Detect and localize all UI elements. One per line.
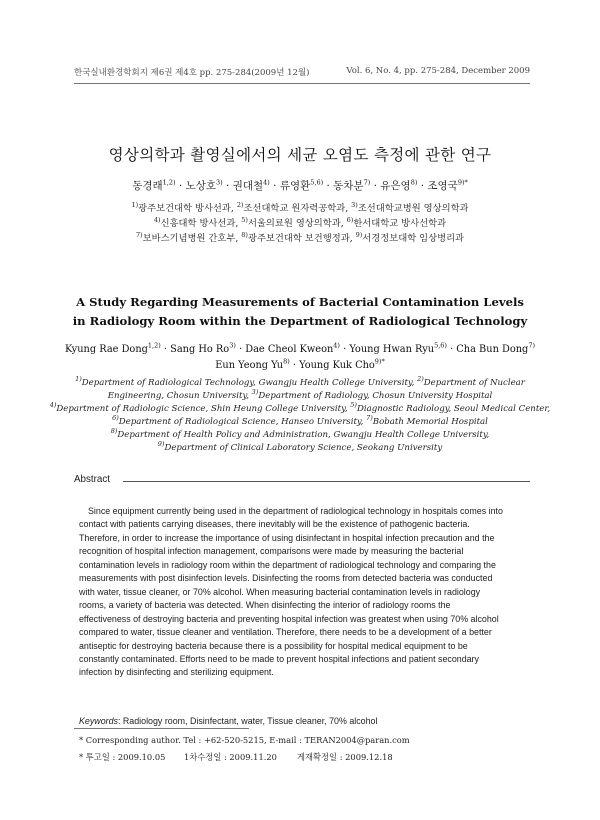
footnote-corresponding: * Corresponding author. Tel : +62-520-5215, E-mail : TERAN2004@paran.com (79, 735, 410, 745)
abstract-line: contact with patients carrying diseases, there inevitably will be the existence of pathogenic bacteria. (79, 519, 470, 530)
english-author: Young Hwan Ryu$^{5,6)}$ (349, 341, 447, 355)
english-author: Eun Yeong Yu$^{8)}$ (215, 357, 290, 371)
received-date: * 투고일 : 2009.10.05 (79, 752, 166, 762)
abstract-line: effectiveness of destroying bacteria and preventing hospital infection was greatest when using 70% alcohol (79, 613, 499, 624)
abstract-line: rooms, a variety of bacteria was detected. When disinfecting the interior of radiology rooms the (79, 600, 451, 611)
english-authors-line: Kyung Rae Dong$^{1,2)}$ · Sang Ho $Ro^{3)}$ · Dae Cheol Kweon$^{4)}$ · Young Hwan Ryu$^{5,6)}$ · Cha Bun Dong$^{7)}$ (64, 341, 535, 355)
english-affiliation-line: $^{6)}$Department of Radiological Science, Hanseo University, $^{7)}$Bobath Memorial Hospital (112, 414, 488, 427)
header-journal-english: Vol. 6, No. 4, pp. 275-284, December 2009 (346, 66, 530, 76)
abstract-heading: Abstract (74, 474, 110, 485)
english-affiliation-line: $^{4)}$Department of Radiologic Science, Shin Heung College University, $^{5)}$Diagnostic Radiology, Seoul Medical Center, (49, 401, 551, 414)
keywords (79, 716, 377, 726)
english-title-line: in Radiology Room within the Department of Radiological Technology (72, 314, 528, 328)
keywords-label: Keywords (79, 716, 118, 726)
english-author: Dae Cheol Kweon$^{4)}$ (245, 341, 340, 355)
abstract-line: Therefore, in order to increase the importance of using disinfectant in hospital infection precaution and the (79, 532, 495, 543)
korean-author: 조영국$^{9)*}$ (427, 178, 468, 192)
abstract-rule (123, 481, 530, 482)
korean-affiliation-line: $^{1)}$광주보건대학 방사선과, $^{2)}$조선대학교 원자력공학과, $^{3)}$조선대학교병원 영상의학과 (131, 200, 469, 214)
footnote-dates (79, 751, 393, 763)
korean-author: 유은영$^{8)}$ (380, 178, 418, 192)
english-author: Cha Bun Dong$^{7)}$ (456, 341, 535, 355)
keywords-list: : Radiology room, Disinfectant, water, Tissue cleaner, 70% alcohol (117, 716, 378, 726)
english-author: Young Kuk Cho$^{9)*}$ (299, 357, 385, 371)
korean-author: 노상호$^{3)}$ (185, 178, 223, 192)
abstract-line: recognition of hospital infection management, comparisons were made by measuring the bacterial (79, 546, 464, 557)
english-author: Sang Ho Ro$^{3)}$ (170, 341, 236, 355)
accepted-date: 게재확정일 : 2009.12.18 (297, 752, 393, 762)
korean-author: 동차분$^{7)}$ (333, 178, 371, 192)
abstract-line: infection by disinfecting and sterilizing equipment. (79, 667, 274, 678)
korean-authors: 동경래$^{1,2)}$ · 노상호$^{3)}$ · 권대철$^{4)}$ · 류영환$^{5,6)}$ · 동차분$^{7)}$ · 유은영$^{8)}$ · 조영국$^{9)*}$ (132, 178, 468, 192)
abstract-line: Since equipment currently being used in the department of radiological technology in hospitals comes into (88, 506, 503, 516)
abstract-line: contamination levels in radiology room within the department of radiological technology and comparing the (79, 559, 496, 570)
korean-title: 영상의학과 촬영실에서의 세균 오염도 측정에 관한 연구 (108, 146, 492, 164)
english-affiliation-line: Engineering, Chosun University, $^{3)}$Department of Radiology, Chosun University Hospital (107, 388, 493, 401)
abstract-line: antiseptic for destroying bacteria because there is a possibility for hospital medical equipment to be (79, 640, 468, 651)
korean-affiliation-line: $^{7)}$보바스기념병원 간호부, $^{8)}$광주보건대학 보건행정과, $^{9)}$서경정보대학 임상병리과 (135, 230, 465, 244)
korean-author: 류영환$^{5,6)}$ (279, 178, 324, 192)
english-affiliation-line: $^{1)}$Department of Radiological Technology, Gwangju Health College University, $^{2)}$Department of Nuclear (75, 375, 525, 388)
english-author: Kyung Rae Dong$^{1,2)}$ (64, 341, 161, 355)
abstract-line: with water, tissue cleaner, or 70% alcohol. When measuring bacterial contamination levels in radiology (79, 586, 481, 597)
english-title-line: A Study Regarding Measurements of Bacterial Contamination Levels (76, 295, 524, 309)
footnote-divider (74, 728, 249, 729)
english-authors-line: Eun Yeong $Yu^{8)}$ · Young Kuk Cho$^{9)*}$ (215, 357, 385, 371)
revised-date: 1차수정일 : 2009.11.20 (184, 752, 277, 762)
running-header (74, 66, 530, 80)
korean-author: 동경래$^{1,2)}$ (132, 178, 176, 192)
korean-affiliation-line: $^{4)}$신흥대학 방사선과, $^{5)}$서울의료원 영상의학과, $^{6)}$한서대학교 방사선학과 (153, 215, 447, 229)
korean-author: 권대철$^{4)}$ (232, 178, 270, 192)
english-affiliation-line: $^{9)}$Department of Clinical Laboratory Science, Seokang University (157, 440, 443, 453)
abstract-line: constantly contaminated. Efforts need to be made to prevent hospital infections and patient secondary (79, 653, 479, 664)
abstract-body (79, 505, 526, 680)
header-divider (74, 83, 530, 84)
abstract-line: compared to water, tissue cleaner and ventilation. Therefore, there needs to be a development of a better (79, 627, 492, 638)
abstract-line: measurements with post disinfection levels. Disinfecting the rooms from detected bacteria was conducted (79, 573, 493, 584)
english-affiliation-line: $^{8)}$Department of Health Policy and Administration, Gwangju Health College University, (110, 427, 490, 440)
header-journal-korean: 한국실내환경학회지 제6권 제4호 pp. 275-284(2009년 12월) (74, 68, 310, 78)
